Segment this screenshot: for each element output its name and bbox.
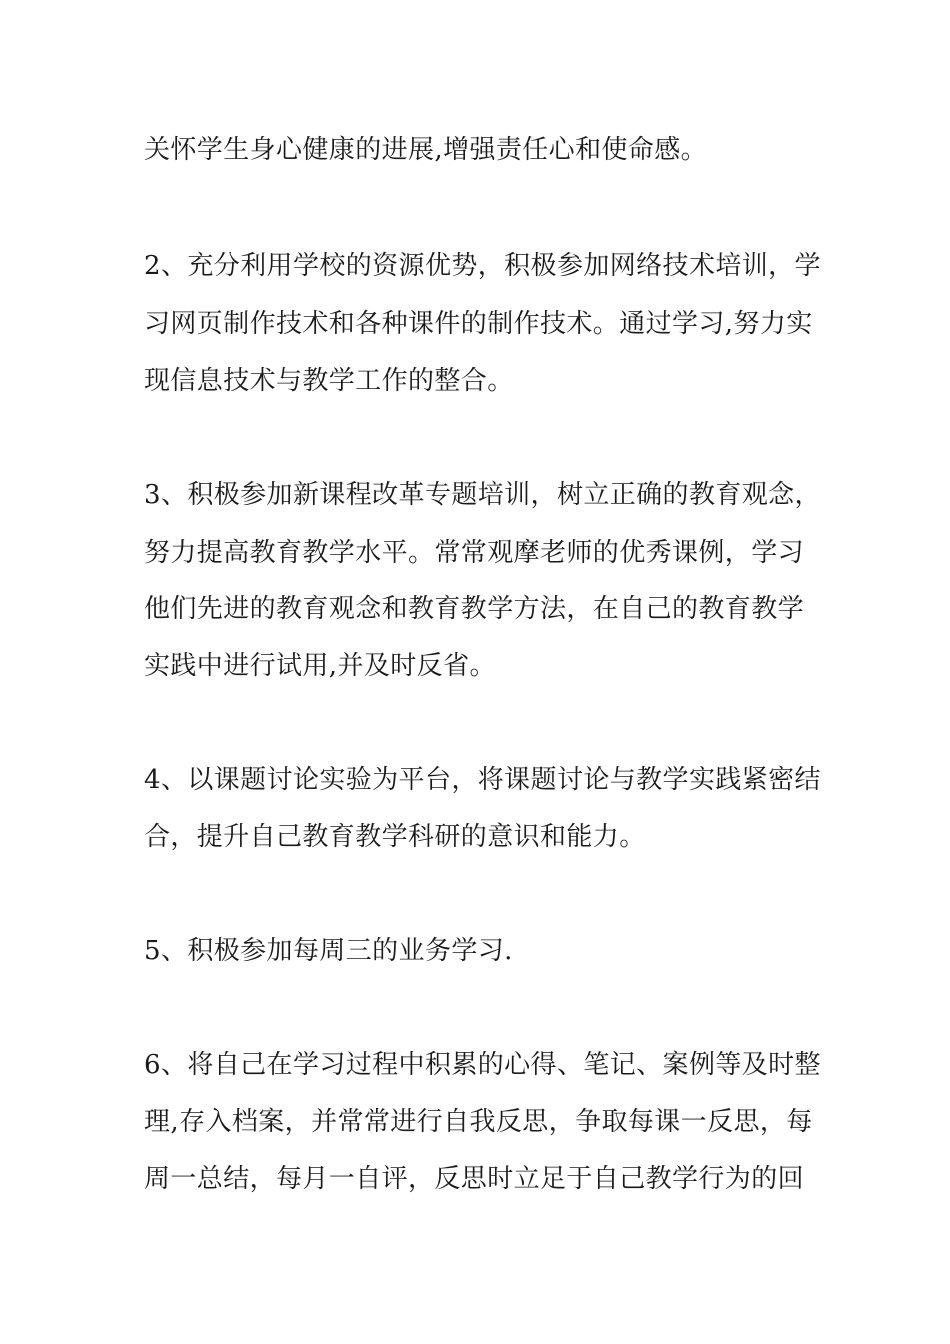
text-line: 合，提升自己教育教学科研的意识和能力。 xyxy=(144,822,646,852)
text-line: 习网页制作技术和各种课件的制作技术。通过学习,努力实 xyxy=(144,309,813,339)
text-line: 5、积极参加每周三的业务学习. xyxy=(144,936,513,966)
text-line: 3、积极参加新课程改革专题培训，树立正确的教育观念， xyxy=(144,480,821,510)
text-line: 现信息技术与教学工作的整合。 xyxy=(144,366,514,396)
text-line: 6、将自己在学习过程中积累的心得、笔记、案例等及时整 xyxy=(144,1050,821,1080)
text-line: 2、充分利用学校的资源优势，积极参加网络技术培训，学 xyxy=(144,251,821,281)
text-line: 理,存入档案，并常常进行自我反思，争取每课一反思，每 xyxy=(144,1107,813,1137)
text-line: 他们先进的教育观念和教育教学方法，在自己的教育教学 xyxy=(144,594,805,624)
text-line: 努力提高教育教学水平。常常观摩老师的优秀课例，学习 xyxy=(144,538,805,568)
text-line: 关怀学生身心健康的进展,增强责任心和使命感。 xyxy=(144,135,708,165)
text-line: 4、以课题讨论实验为平台，将课题讨论与教学实践紧密结 xyxy=(144,765,821,795)
text-line: 周一总结，每月一自评，反思时立足于自己教学行为的回 xyxy=(144,1164,805,1194)
text-line: 实践中进行试用,并及时反省。 xyxy=(144,651,496,681)
